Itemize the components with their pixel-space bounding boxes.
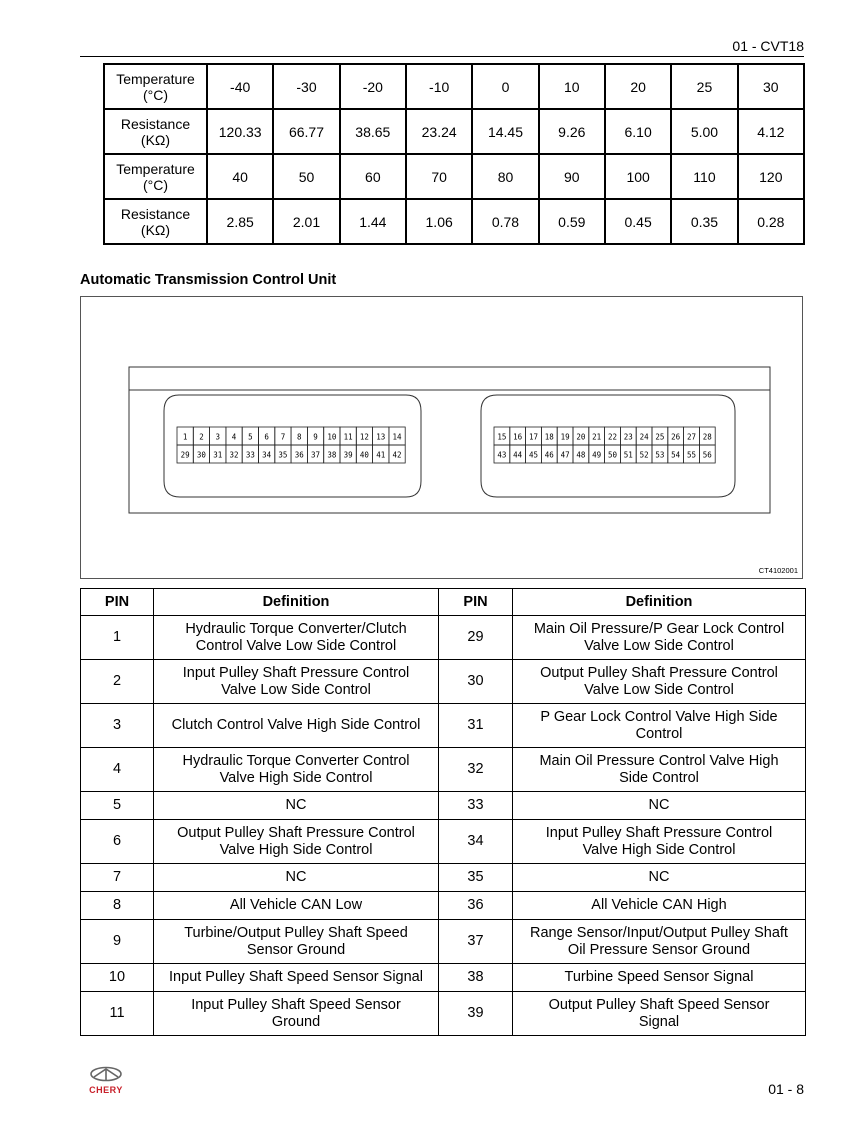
temp-cell: 120.33 [207,109,273,154]
left-pin-label: 40 [359,450,369,460]
temp-cell: 6.10 [605,109,671,154]
temp-cell: 25 [671,64,737,109]
pin-definition: Output Pulley Shaft Pressure Control Valve Low Side Control [513,660,806,704]
left-pin-label: 14 [392,432,402,442]
pin-number: 35 [439,864,513,892]
left-pin-label: 8 [296,432,302,442]
pin-number: 32 [439,748,513,792]
pin-definition: P Gear Lock Control Valve High Side Control [513,704,806,748]
pin-definition: Input Pulley Shaft Speed Sensor Signal [154,964,439,992]
left-pin-label: 39 [343,450,353,460]
temp-cell: -40 [207,64,273,109]
right-connector-outline [481,395,735,497]
pin-definition: Input Pulley Shaft Pressure Control Valve Low Side Control [154,660,439,704]
temp-cell: 70 [406,154,472,199]
left-pin-label: 6 [264,432,269,442]
pin-definition: Input Pulley Shaft Pressure Control Valve High Side Control [513,820,806,864]
temp-row-label: Resistance (KΩ) [104,109,207,154]
right-pin-label: 52 [639,450,649,460]
left-pin-label: 37 [311,450,321,460]
right-pin-label: 55 [686,450,697,460]
left-pin-label: 32 [229,450,239,460]
pin-number: 36 [439,892,513,920]
right-pin-label: 16 [513,432,523,442]
pin-definition: Hydraulic Torque Converter Control Valve High Side Control [154,748,439,792]
right-pin-label: 26 [671,432,681,442]
temp-cell: 20 [605,64,671,109]
right-pin-label: 45 [528,450,539,460]
right-pin-label: 24 [639,432,649,442]
left-pin-label: 11 [343,432,353,442]
temp-cell: 66.77 [273,109,339,154]
temp-cell: 120 [738,154,804,199]
pin-definition: Turbine/Output Pulley Shaft Speed Sensor Ground [154,920,439,964]
temp-cell: 5.00 [671,109,737,154]
pin-definition: Clutch Control Valve High Side Control [154,704,439,748]
right-pin-label: 22 [607,432,618,442]
temp-row-label: Temperature (°C) [104,154,207,199]
pin-definition-table [80,588,806,1036]
right-pin-label: 50 [607,450,618,460]
left-pin-label: 38 [327,450,337,460]
right-pin-label: 44 [513,450,523,460]
left-pin-label: 12 [359,432,369,442]
left-pin-label: 42 [392,450,402,460]
temp-cell: 0.28 [738,199,804,244]
temp-cell: 0.35 [671,199,737,244]
pin-number: 8 [81,892,154,920]
right-pin-label: 51 [623,450,633,460]
left-pin-label: 33 [245,450,255,460]
temp-cell: 0.59 [539,199,605,244]
pin-header: PIN [439,589,513,616]
left-pin-label: 5 [248,432,253,442]
right-pin-label: 48 [576,450,586,460]
temp-cell: 2.85 [207,199,273,244]
pin-definition: NC [513,864,806,892]
connector-diagram [80,296,803,579]
table-row [81,660,806,704]
header-code: 01 - CVT18 [732,38,804,54]
temp-cell: -30 [273,64,339,109]
right-pin-label: 49 [592,450,602,460]
table-row [81,616,806,660]
pin-number: 3 [81,704,154,748]
temp-cell: -10 [406,64,472,109]
pin-number: 29 [439,616,513,660]
right-pin-label: 17 [528,432,539,442]
temp-table-row [104,109,804,154]
pin-definition: NC [154,864,439,892]
left-pin-label: 9 [313,432,318,442]
temp-cell: 1.44 [340,199,406,244]
left-pin-label: 7 [280,432,286,442]
temp-cell: 38.65 [340,109,406,154]
pin-number: 34 [439,820,513,864]
temp-cell: 0.45 [605,199,671,244]
temp-cell: 2.01 [273,199,339,244]
left-pin-label: 10 [327,432,337,442]
definition-header: Definition [154,589,439,616]
left-pin-label: 4 [231,432,237,442]
section-title: Automatic Transmission Control Unit [80,272,337,288]
table-row [81,864,806,892]
temp-cell: -20 [340,64,406,109]
pin-number: 5 [81,792,154,820]
pin-number: 38 [439,964,513,992]
chery-emblem-icon [80,1066,132,1096]
left-pin-label: 34 [262,450,272,460]
left-pin-label: 3 [215,432,221,442]
pin-number: 10 [81,964,154,992]
temp-row-label: Resistance (KΩ) [104,199,207,244]
figure-id: CT4102001 [758,566,798,575]
right-pin-label: 46 [544,450,554,460]
pin-number: 30 [439,660,513,704]
right-pin-label: 21 [592,432,602,442]
pin-number: 39 [439,992,513,1036]
pin-definition: Main Oil Pressure/P Gear Lock Control Valve Low Side Control [513,616,806,660]
temp-cell: 1.06 [406,199,472,244]
pin-definition: Output Pulley Shaft Pressure Control Valve High Side Control [154,820,439,864]
temp-cell: 0 [472,64,538,109]
pin-number: 7 [81,864,154,892]
page-number: 01 - 8 [768,1081,804,1097]
connector-drawing [81,297,804,580]
temp-cell: 90 [539,154,605,199]
table-row [81,920,806,964]
pin-definition: NC [513,792,806,820]
temp-cell: 14.45 [472,109,538,154]
pin-number: 9 [81,920,154,964]
table-row [81,964,806,992]
right-pin-label: 53 [655,450,665,460]
pin-number: 4 [81,748,154,792]
pin-definition: Input Pulley Shaft Speed Sensor Ground [154,992,439,1036]
pin-header: PIN [81,589,154,616]
temp-cell: 30 [738,64,804,109]
right-pin-label: 28 [702,432,712,442]
pin-definition: All Vehicle CAN High [513,892,806,920]
table-row [81,820,806,864]
pin-definition: Range Sensor/Input/Output Pulley Shaft Oil Pressure Sensor Ground [513,920,806,964]
right-pin-label: 18 [544,432,554,442]
pin-definition: Hydraulic Torque Converter/Clutch Control Valve Low Side Control [154,616,439,660]
right-pin-label: 54 [671,450,681,460]
pin-number: 1 [81,616,154,660]
left-pin-label: 13 [376,432,386,442]
temp-cell: 80 [472,154,538,199]
pin-number: 6 [81,820,154,864]
temp-cell: 0.78 [472,199,538,244]
temp-cell: 9.26 [539,109,605,154]
left-pin-label: 31 [213,450,223,460]
right-pin-label: 43 [497,450,507,460]
temp-cell: 60 [340,154,406,199]
right-pin-label: 25 [655,432,665,442]
pin-number: 31 [439,704,513,748]
temp-cell: 4.12 [738,109,804,154]
left-pin-label: 41 [376,450,386,460]
table-row [81,992,806,1036]
pin-definition: Turbine Speed Sensor Signal [513,964,806,992]
temp-row-label: Temperature (°C) [104,64,207,109]
left-pin-label: 36 [294,450,304,460]
right-pin-label: 47 [560,450,570,460]
pin-number: 33 [439,792,513,820]
temp-cell: 23.24 [406,109,472,154]
left-pin-label: 35 [278,450,288,460]
pin-definition: All Vehicle CAN Low [154,892,439,920]
pin-definition: Main Oil Pressure Control Valve High Side Control [513,748,806,792]
temperature-resistance-table [103,63,805,245]
table-row [81,892,806,920]
right-pin-label: 19 [560,432,570,442]
pin-definition: NC [154,792,439,820]
right-pin-label: 20 [576,432,586,442]
left-pin-label: 2 [199,432,204,442]
table-row [81,704,806,748]
right-pin-label: 15 [497,432,507,442]
chery-logo [80,1066,132,1096]
temp-cell: 10 [539,64,605,109]
temp-cell: 110 [671,154,737,199]
temp-cell: 50 [273,154,339,199]
chery-logo-text: CHERY [89,1085,123,1095]
right-pin-label: 56 [702,450,712,460]
right-pin-label: 23 [623,432,633,442]
left-connector-outline [164,395,421,497]
pin-number: 11 [81,992,154,1036]
pin-definition: Output Pulley Shaft Speed Sensor Signal [513,992,806,1036]
pin-number: 2 [81,660,154,704]
left-pin-label: 30 [196,450,206,460]
temp-cell: 100 [605,154,671,199]
temp-table-row [104,154,804,199]
temp-cell: 40 [207,154,273,199]
definition-header: Definition [513,589,806,616]
pin-number: 37 [439,920,513,964]
table-row [81,792,806,820]
right-pin-label: 27 [686,432,697,442]
header-rule [80,56,804,57]
temp-table-row [104,199,804,244]
left-pin-label: 1 [182,432,188,442]
left-pin-label: 29 [180,450,190,460]
temp-table-row [104,64,804,109]
table-row [81,748,806,792]
